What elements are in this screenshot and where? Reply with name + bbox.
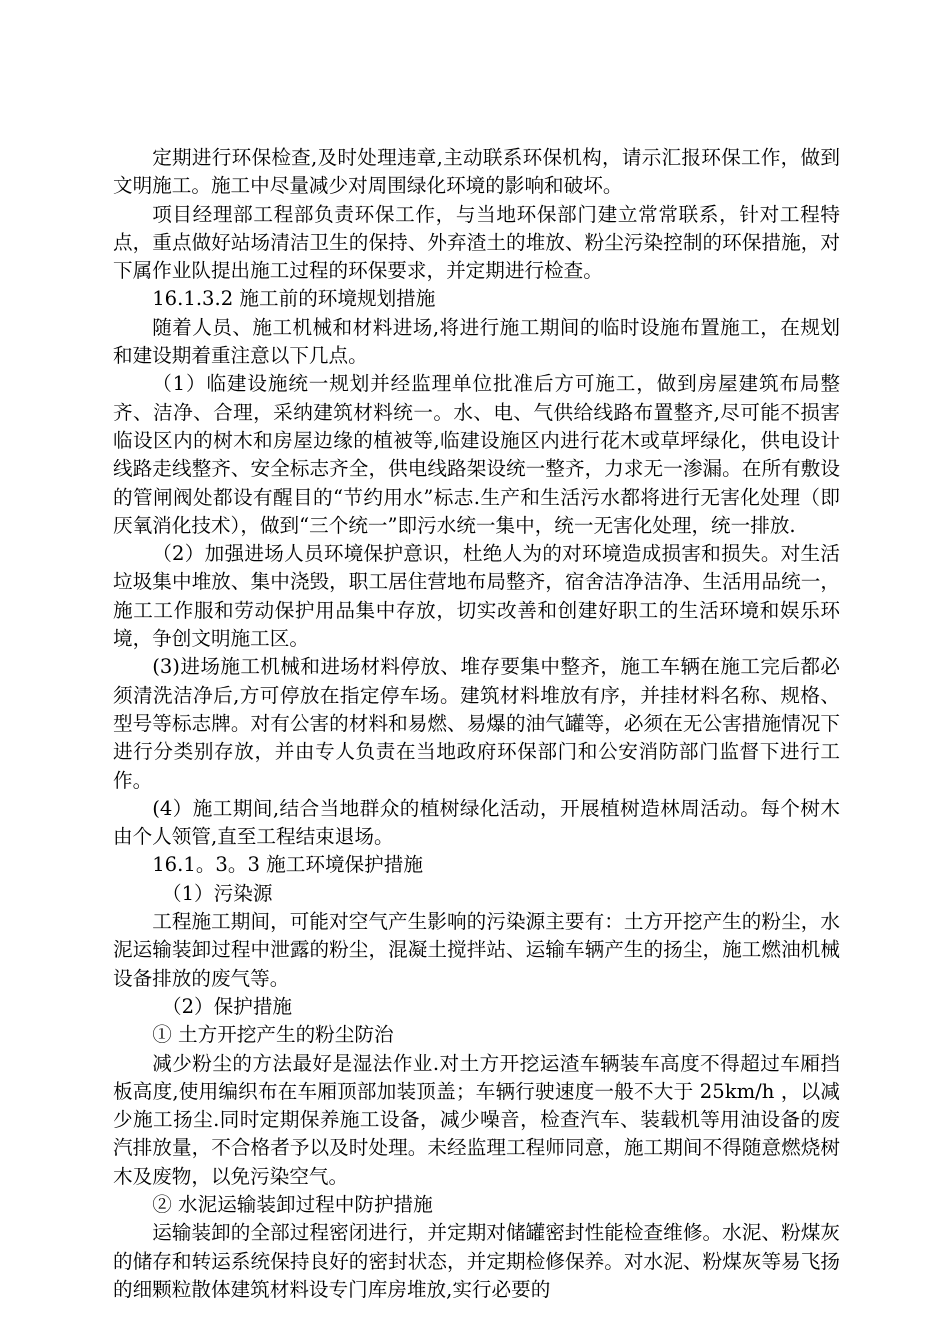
- paragraph: 运输装卸的全部过程密闭进行，并定期对储罐密封性能检查维修。水泥、粉煤灰的储存和转运系统保持良好的密封状态，并定期检修保养。对水泥、粉煤灰等易飞扬的细颗粒散体建筑材料设专门库房堆放,实行必要的: [113, 1221, 840, 1301]
- list-item: （1）临建设施统一规划并经监理单位批准后方可施工，做到房屋建筑布局整齐、洁净、合理，采纳建筑材料统一。水、电、气供给线路布置整齐,尽可能不损害临设区内的树木和房屋边缘的植被等,临建设施区内进行花木或草坪绿化，供电设计线路走线整齐、安全标志齐全，供电线路架设统一整齐，力求无一渗漏。在所有敷设的管闸阀处都设有醒目的“节约用水”标志.生产和生活污水都将进行无害化处理（即厌氧消化技术），做到“三个统一”即污水统一集中，统一无害化处理，统一排放.: [113, 372, 840, 537]
- paragraph: 定期进行环保检查,及时处理违章,主动联系环保机构，请示汇报环保工作，做到文明施工。施工中尽量减少对周围绿化环境的影响和破坏。: [113, 146, 840, 198]
- subheading: （1）污染源: [162, 881, 273, 905]
- document-page: [113, 144, 840, 1304]
- paragraph: 工程施工期间，可能对空气产生影响的污染源主要有：土方开挖产生的粉尘，水泥运输装卸过程中泄露的粉尘，混凝土搅拌站、运输车辆产生的扬尘，施工燃油机械设备排放的废气等。: [113, 910, 840, 990]
- section-heading: 16.1.3.2 施工前的环境规划措施: [152, 287, 436, 311]
- subheading: ① 土方开挖产生的粉尘防治: [152, 1023, 394, 1047]
- paragraph: 项目经理部工程部负责环保工作，与当地环保部门建立常常联系，针对工程特点，重点做好站场清洁卫生的保持、外弃渣土的堆放、粉尘污染控制的环保措施，对下属作业队提出施工过程的环保要求，并定期进行检查。: [113, 202, 840, 283]
- list-item: （2）加强进场人员环境保护意识，杜绝人为的对环境造成损害和损失。对生活垃圾集中堆放、集中浇毁，职工居住营地布局整齐，宿舍洁净洁净、生活用品统一，施工工作服和劳动保护用品集中存放，切实改善和创建好职工的生活环境和娱乐环境，争创文明施工区。: [113, 542, 840, 651]
- subheading: ② 水泥运输装卸过程中防护措施: [152, 1192, 433, 1216]
- paragraph: 减少粉尘的方法最好是湿法作业.对土方开挖运渣车辆装车高度不得超过车厢挡板高度,使用编织布在车厢顶部加装顶盖；车辆行驶速度一般不大于 25km/h ，以减少施工扬尘.同时定期保养施工设备，减少噪音，检查汽车、装载机等用油设备的废汽排放量，不合格者予以及时处理。未经监理工程师同意，施工期间不得随意燃烧树木及废物，以免污染空气。: [113, 1051, 840, 1188]
- list-item: (3)进场施工机械和进场材料停放、堆存要集中整齐，施工车辆在施工完后都必须清洗洁净后,方可停放在指定停车场。建筑材料堆放有序，并挂材料名称、规格、型号等标志牌。对有公害的材料和易燃、易爆的油气罐等，必须在无公害措施情况下进行分类别存放，并由专人负责在当地政府环保部门和公安消防部门监督下进行工作。: [113, 655, 840, 792]
- list-item: (4）施工期间,结合当地群众的植树绿化活动，开展植树造林周活动。每个树木由个人领管,直至工程结束退场。: [113, 796, 840, 849]
- subheading: （2）保护措施: [162, 994, 293, 1018]
- paragraph: 随着人员、施工机械和材料进场,将进行施工期间的临时设施布置施工，在规划和建设期着重注意以下几点。: [113, 315, 840, 368]
- section-heading: 16.1。3。3 施工环境保护措施: [152, 853, 423, 877]
